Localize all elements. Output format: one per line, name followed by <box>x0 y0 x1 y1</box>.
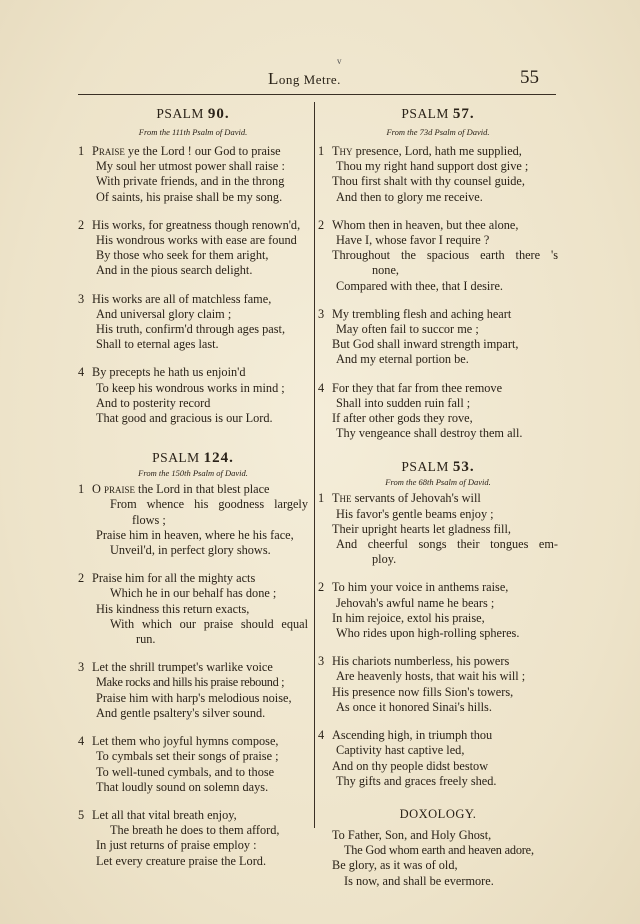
verse-line: By those who seek for them aright, <box>96 248 269 263</box>
verse-line: May often fail to succor me ; <box>336 322 479 337</box>
verse-number: 2 <box>318 580 325 595</box>
psalm-source: From the 111th Psalm of David. <box>138 127 248 137</box>
verse-line: His works are all of matchless fame, <box>92 291 272 306</box>
verse-line: To him your voice in anthems raise, <box>332 580 509 595</box>
verse-line: And then to glory me receive. <box>336 189 483 204</box>
verse-number: 3 <box>78 291 85 306</box>
verse-line: Whom then in heaven, but thee alone, <box>332 217 519 232</box>
psalm-source: From the 68th Psalm of David. <box>385 477 491 488</box>
verse-line: Throughout the spacious earth there 's <box>332 248 558 263</box>
verse-line: As once it honored Sinai's hills. <box>336 699 492 714</box>
psalm-label: PSALM <box>401 459 449 475</box>
stanza <box>318 218 558 294</box>
verse-line: His favor's gentle beams enjoy ; <box>336 506 494 521</box>
verse-line: ye the Lord ! our God to praise <box>124 144 281 158</box>
psalm-heading <box>78 106 308 122</box>
verse-line: And on thy people didst bestow <box>332 758 489 773</box>
stanza <box>78 218 308 279</box>
verse-number: 2 <box>318 217 325 232</box>
stanza <box>78 365 308 426</box>
right-column <box>318 106 558 902</box>
doxology-heading: DOXOLOGY. <box>399 806 477 821</box>
verse-line: Be glory, as it was of old, <box>332 858 458 873</box>
verse-line: Their upright hearts let gladness fill, <box>332 521 511 536</box>
verse-line: For they that far from thee remove <box>332 380 503 395</box>
verse-line: And my eternal portion be. <box>336 352 469 367</box>
stanza <box>78 571 308 647</box>
psalm-number: 124. <box>203 450 234 467</box>
verse-line: With which our praise should equal <box>110 616 308 631</box>
verse-line: Let them who joyful hymns compose, <box>92 734 279 749</box>
verse-line: Praise him in heaven, where he his face, <box>96 527 294 542</box>
verse-line: none, <box>372 263 399 278</box>
verse-line: Let every creature praise the Lord. <box>96 853 267 868</box>
psalm-number: 53. <box>452 459 475 476</box>
verse-line: Captivity hast captive led, <box>336 743 465 758</box>
verse-line: That good and gracious is our Lord. <box>96 411 273 426</box>
verse-line: Praise him with harp's melodious noise, <box>96 690 292 705</box>
verse-line: From whence his goodness largely <box>110 497 308 512</box>
psalm-source: From the 73d Psalm of David. <box>386 127 490 137</box>
verse-line: By precepts he hath us enjoin'd <box>92 365 246 380</box>
verse-line: Compared with thee, that I desire. <box>336 278 503 293</box>
verse-line: His wondrous works with ease are found <box>96 233 297 248</box>
verse-number: 1 <box>78 482 85 497</box>
verse-line: Thy vengeance shall destroy them all. <box>336 426 523 441</box>
first-word: The <box>332 491 352 506</box>
verse-line: ploy. <box>372 552 397 567</box>
verse-line: Have I, whose favor I require ? <box>336 233 490 248</box>
psalm-heading <box>78 450 308 466</box>
stanza <box>318 580 558 641</box>
left-column <box>78 106 308 882</box>
verse-number: 4 <box>78 365 85 380</box>
verse-number: 4 <box>318 380 325 395</box>
running-title <box>268 69 341 89</box>
psalm-number: 57. <box>452 106 475 122</box>
verse-line: Are heavenly hosts, that wait his will ; <box>336 669 526 684</box>
stanza <box>318 381 558 442</box>
verse-line: Jehovah's awful name he bears ; <box>336 595 495 610</box>
verse-line: In him rejoice, extol his praise, <box>332 610 485 625</box>
stanza <box>318 654 558 715</box>
verse-line: And gentle psaltery's silver sound. <box>96 705 266 720</box>
verse-line: His works, for greatness though renown'd, <box>92 217 301 232</box>
page-number: 55 <box>520 67 539 88</box>
first-word: Thy <box>332 144 353 158</box>
verse-line: If after other gods they rove, <box>332 411 473 426</box>
verse-line: Ascending high, in triumph thou <box>332 728 493 743</box>
verse-line: Make rocks and hills his praise rebound ; <box>96 675 285 690</box>
verse-number: 3 <box>78 660 85 675</box>
verse-line: With private friends, and in the throng <box>96 174 285 189</box>
verse-line: But God shall inward strength impart, <box>332 337 519 352</box>
verse-line: That loudly sound on solemn days. <box>96 779 269 794</box>
header-rule <box>78 94 556 95</box>
verse-line: Thou my right hand support dost give ; <box>336 159 529 174</box>
printer-mark: v <box>337 56 342 66</box>
verse-line: Thy gifts and graces freely shed. <box>336 773 497 788</box>
verse-line: Thou first shalt with thy counsel guide, <box>332 174 525 189</box>
verse-line: In just returns of praise employ : <box>96 838 257 853</box>
verse-number: 5 <box>78 807 85 822</box>
verse-line: The God whom earth and heaven adore, <box>344 843 534 858</box>
verse-number: 1 <box>318 144 325 158</box>
verse-line: My trembling flesh and aching heart <box>332 306 512 321</box>
verse-line: His kindness this return exacts, <box>96 601 250 616</box>
verse-number: 2 <box>78 571 85 586</box>
stanza <box>318 144 558 205</box>
verse-line: the Lord in that blest place <box>134 482 270 497</box>
verse-number: 1 <box>318 491 325 506</box>
verse-number: 3 <box>318 306 325 321</box>
psalm-number: 90. <box>207 106 230 122</box>
verse-line: run. <box>136 632 156 647</box>
stanza <box>78 808 308 869</box>
verse-line: flows ; <box>132 512 166 527</box>
psalm-label: PSALM <box>401 106 449 121</box>
doxology-stanza <box>318 828 558 889</box>
verse-line: Who rides upon high-rolling spheres. <box>336 626 520 641</box>
verse-line: To cymbals set their songs of praise ; <box>96 749 279 764</box>
verse-line: His chariots numberless, his powers <box>332 654 510 669</box>
verse-line: To keep his wondrous works in mind ; <box>96 380 285 395</box>
psalm-heading <box>318 459 558 475</box>
verse-line: Shall to eternal ages last. <box>96 337 219 352</box>
stanza <box>78 660 308 721</box>
stanza <box>78 144 308 205</box>
first-word: O praise <box>92 482 135 497</box>
verse-line: Let all that vital breath enjoy, <box>92 807 237 822</box>
stanza <box>318 491 558 567</box>
first-word: Praise <box>92 144 125 158</box>
stanza <box>78 482 308 558</box>
psalm-label: PSALM <box>152 450 200 466</box>
psalm-source: From the 150th Psalm of David. <box>138 468 248 479</box>
verse-line: And universal glory claim ; <box>96 306 232 321</box>
verse-number: 2 <box>78 217 85 232</box>
verse-line: servants of Jehovah's will <box>351 491 481 506</box>
verse-line: Let the shrill trumpet's warlike voice <box>92 660 273 675</box>
verse-number: 4 <box>318 728 325 743</box>
verse-line: Shall into sudden ruin fall ; <box>336 395 471 410</box>
verse-line: The breath he does to them afford, <box>110 823 280 838</box>
verse-line: Unveil'd, in perfect glory shows. <box>110 543 271 558</box>
stanza <box>78 734 308 795</box>
verse-number: 4 <box>78 734 85 749</box>
stanza <box>318 307 558 368</box>
stanza <box>78 292 308 353</box>
verse-line: His presence now fills Sion's towers, <box>332 684 514 699</box>
psalm-heading <box>318 106 558 122</box>
running-title-initial: L <box>268 69 279 88</box>
psalm-label: PSALM <box>156 106 204 121</box>
verse-line: Is now, and shall be evermore. <box>344 873 494 888</box>
verse-line: And cheerful songs their tongues em- <box>336 537 558 552</box>
verse-line: And to posterity record <box>96 395 211 410</box>
verse-line: Which he in our behalf has done ; <box>110 586 277 601</box>
verse-line: presence, Lord, hath me supplied, <box>352 144 522 158</box>
verse-line: And in the pious search delight. <box>96 263 253 278</box>
verse-line: My soul her utmost power shall raise : <box>96 159 285 174</box>
verse-line: To well-tuned cymbals, and to those <box>96 764 275 779</box>
column-divider <box>314 102 315 828</box>
verse-number: 3 <box>318 654 325 669</box>
verse-line: Praise him for all the mighty acts <box>92 571 256 586</box>
verse-line: His truth, confirm'd through ages past, <box>96 322 286 337</box>
running-title-rest: ong Metre. <box>278 72 341 87</box>
stanza <box>318 728 558 789</box>
verse-line: Of saints, his praise shall be my song. <box>96 189 283 204</box>
verse-number: 1 <box>78 144 85 158</box>
verse-line: To Father, Son, and Holy Ghost, <box>332 827 492 842</box>
